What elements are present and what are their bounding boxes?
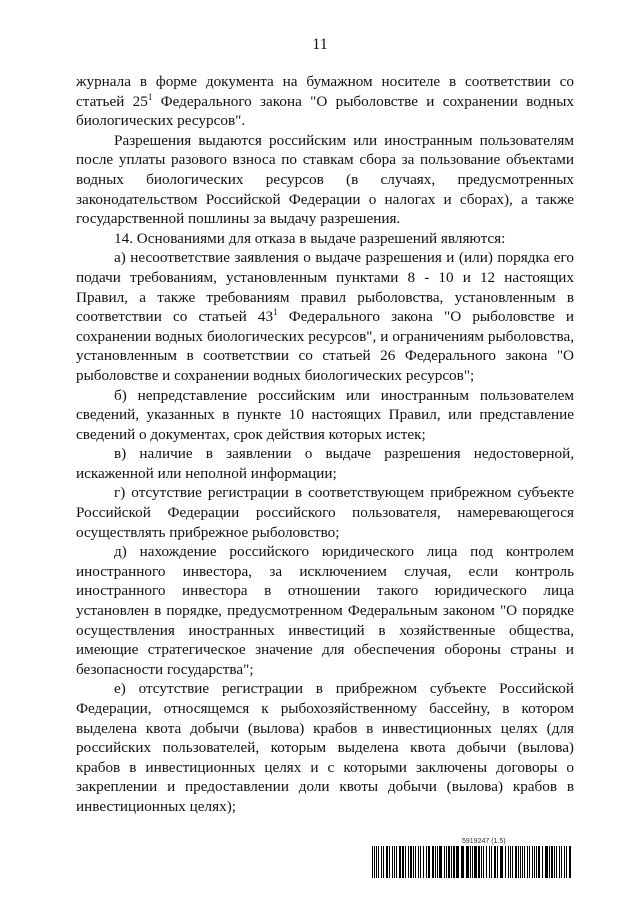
text-run: в) наличие в заявлении о выдаче разрешения недостоверной, искаженной или неполной информации; <box>76 445 574 482</box>
superscript: 1 <box>147 91 153 102</box>
text-run: б) непредставление российским или иностранным пользователем сведений, указанных в пункте 10 настоящих Правил, или представление сведений о документах, срок действия которых истек; <box>76 386 574 443</box>
text-run: а) несоответствие заявления о выдаче разрешения и (или) порядка его подачи требованиям, установленным пунктами 8 - 10 и 12 настоящих Правил, а также требованиям правил рыболовства, установленным в соответствии со статьей 43 <box>76 249 574 326</box>
paragraph <box>76 131 574 229</box>
paragraph <box>76 229 574 249</box>
text-run: 14. Основаниями для отказа в выдаче разрешений являются: <box>114 229 506 247</box>
text-run: Федерального закона "О рыболовстве и сохранении водных биологических ресурсов". <box>76 92 575 130</box>
paragraph <box>76 386 574 445</box>
text-run: Разрешения выдаются российским или иностранным пользователям после уплаты разового взноса по ставкам сбора за пользование объектами водных биологических ресурсов (в случаях, предусмотренных законодательством Российской Федерации о налогах и сборах), а также государственной пошлины за выдачу разрешения. <box>76 131 574 228</box>
paragraph <box>76 72 574 131</box>
paragraph <box>76 542 574 679</box>
paragraph <box>76 679 574 816</box>
document-code: 5919247 (1.5) <box>462 838 506 845</box>
superscript: 1 <box>273 307 278 318</box>
text-run: е) отсутствие регистрации в прибрежном субъекте Российской Федерации, относящемся к рыбохозяйственному бассейну, в котором выделена квота добычи (вылова) крабов в инвестиционных целях (для российских пользователей, которым выделена квота добычи (вылова) крабов в инвестиционных целях и с которыми заключены договоры о закреплении и предоставлении доли квоты добычи (вылова) крабов в инвестиционных целях); <box>76 680 574 815</box>
document-body <box>76 72 574 817</box>
text-run: журнала в форме документа на бумажном носителе в соответствии со статьей 25 <box>76 73 574 110</box>
page-number: 11 <box>312 36 328 53</box>
paragraph <box>76 483 574 542</box>
barcode-icon <box>372 846 574 878</box>
text-run: Федерального закона "О рыболовстве и сохранении водных биологических ресурсов", и ограничениям рыболовства, установленным в соответствии со статьей 26 Федерального закона "О рыболовстве и сохранении водных биологических ресурсов"; <box>76 308 574 384</box>
text-run: д) нахождение российского юридического лица под контролем иностранного инвестора, за исключением случая, если контроль иностранного инвестора в отношении такого юридического лица установлен в порядке, предусмотренном Федеральным законом "О порядке осуществления иностранных инвестиций в хозяйственные общества, имеющие стратегическое значение для обеспечения обороны страны и безопасности государства"; <box>76 543 574 678</box>
paragraph <box>76 248 574 385</box>
paragraph <box>76 444 574 483</box>
text-run: г) отсутствие регистрации в соответствующем прибрежном субъекте Российской Федерации российского пользователя, намеревающегося осуществлять прибрежное рыболовство; <box>76 484 574 541</box>
